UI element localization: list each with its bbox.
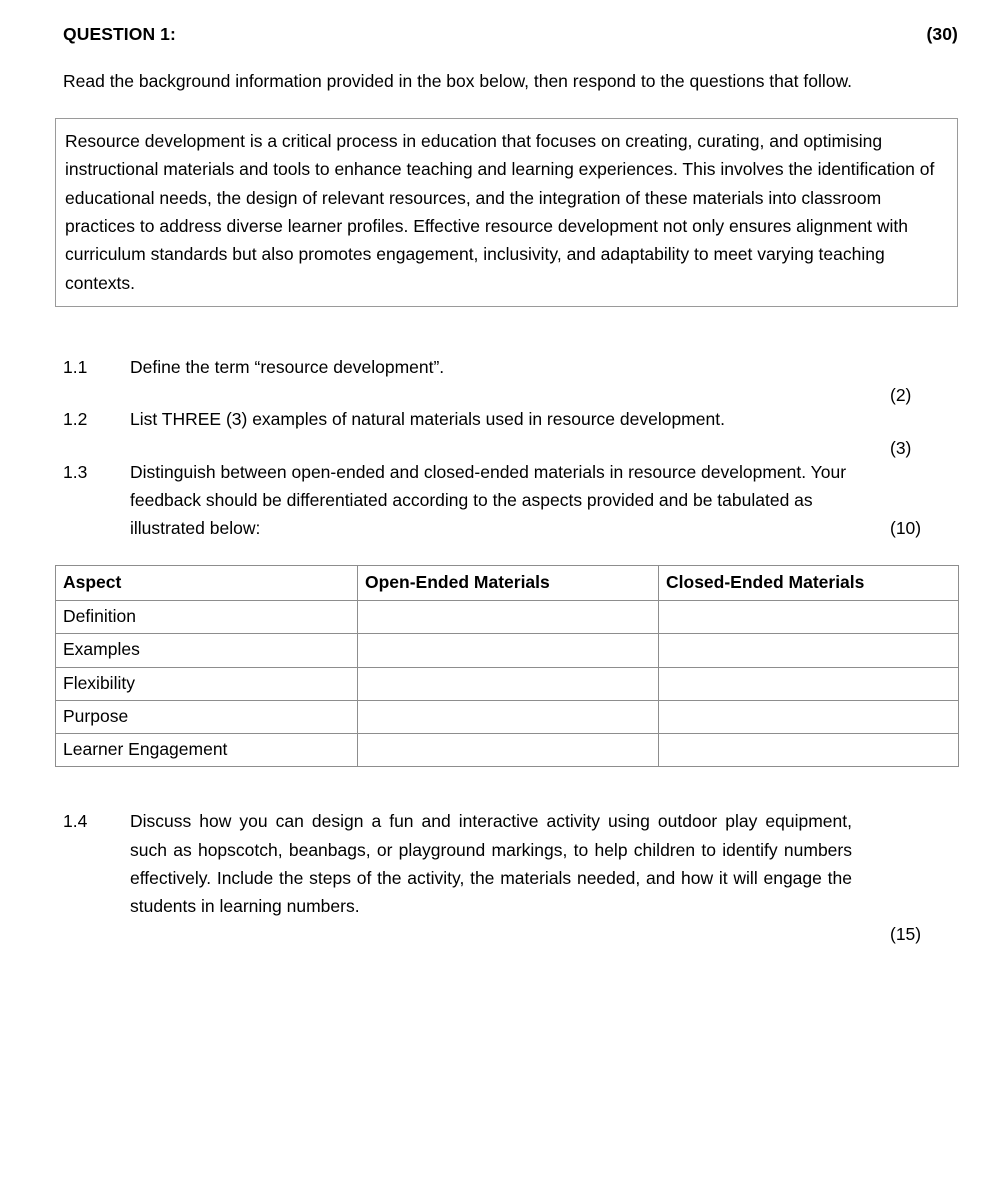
- table-row: [56, 634, 959, 667]
- question-item-1-2: [63, 405, 958, 458]
- question-marks: (10): [890, 517, 922, 538]
- question-text: Define the term “resource development”.: [130, 357, 445, 378]
- table-cell-open-ended[interactable]: [358, 601, 659, 634]
- question-text: Discuss how you can design a fun and interactive activity using outdoor play equipment, such as hopscotch, beanbags, or playground markings, to help children to identify numbers effectively. Include the steps of the activity, the materials needed, and how it will engage the students in learning numbers.: [130, 811, 852, 917]
- open-closed-comparison-table: [55, 565, 959, 768]
- question-total-marks: (30): [926, 24, 958, 44]
- question-header: [63, 20, 958, 48]
- table-cell-open-ended[interactable]: [358, 667, 659, 700]
- table-cell-closed-ended[interactable]: [659, 601, 959, 634]
- question-item-1-4: [63, 807, 958, 945]
- table-cell-aspect: Flexibility: [56, 667, 358, 700]
- table-cell-closed-ended[interactable]: [659, 667, 959, 700]
- table-cell-aspect: Examples: [56, 634, 358, 667]
- table-row: [56, 667, 959, 700]
- question-item-1-1: [63, 353, 958, 406]
- table-cell-aspect: Learner Engagement: [56, 734, 358, 767]
- instruction-paragraph: Read the background information provided in the box below, then respond to the questions that follow.: [63, 71, 852, 92]
- table-row: [56, 601, 959, 634]
- comparison-table-wrapper: [55, 565, 958, 768]
- question-number: 1.1: [63, 357, 88, 378]
- question-text: List THREE (3) examples of natural materials used in resource development.: [130, 409, 725, 430]
- table-row: [56, 700, 959, 733]
- table-row: [56, 734, 959, 767]
- table-header-closed-ended: Closed-Ended Materials: [659, 565, 959, 600]
- background-information-text: Resource development is a critical process in education that focuses on creating, curating, and optimising instructional materials and tools to enhance teaching and learning experiences. This involves the identification of educational needs, the design of relevant resources, and the integration of these materials into classroom practices to address diverse learner profiles. Effective resource development not only ensures alignment with curriculum standards but also promotes engagement, inclusivity, and adaptability to meet varying teaching contexts.: [65, 130, 935, 293]
- page-title: QUESTION 1:: [63, 24, 176, 44]
- document-content: [63, 20, 958, 945]
- table-header-aspect: Aspect: [56, 565, 358, 600]
- table-cell-closed-ended[interactable]: [659, 734, 959, 767]
- question-number: 1.2: [63, 409, 88, 430]
- table-header-row: [56, 565, 959, 600]
- table-cell-aspect: Definition: [56, 601, 358, 634]
- question-marks: (3): [890, 437, 912, 458]
- background-information-box: [55, 118, 958, 307]
- table-cell-closed-ended[interactable]: [659, 634, 959, 667]
- question-marks: (2): [890, 385, 912, 406]
- table-cell-open-ended[interactable]: [358, 700, 659, 733]
- table-cell-closed-ended[interactable]: [659, 700, 959, 733]
- table-header-open-ended: Open-Ended Materials: [358, 565, 659, 600]
- question-number: 1.3: [63, 461, 88, 482]
- question-number: 1.4: [63, 811, 88, 832]
- table-cell-open-ended[interactable]: [358, 634, 659, 667]
- question-text: Distinguish between open-ended and closed-ended materials in resource development. Your feedback should be differentiated according to the aspects provided and be tabulated as illustrated below:: [130, 461, 847, 539]
- table-cell-open-ended[interactable]: [358, 734, 659, 767]
- table-cell-aspect: Purpose: [56, 700, 358, 733]
- question-marks: (15): [890, 924, 922, 945]
- question-item-1-3: [63, 458, 958, 543]
